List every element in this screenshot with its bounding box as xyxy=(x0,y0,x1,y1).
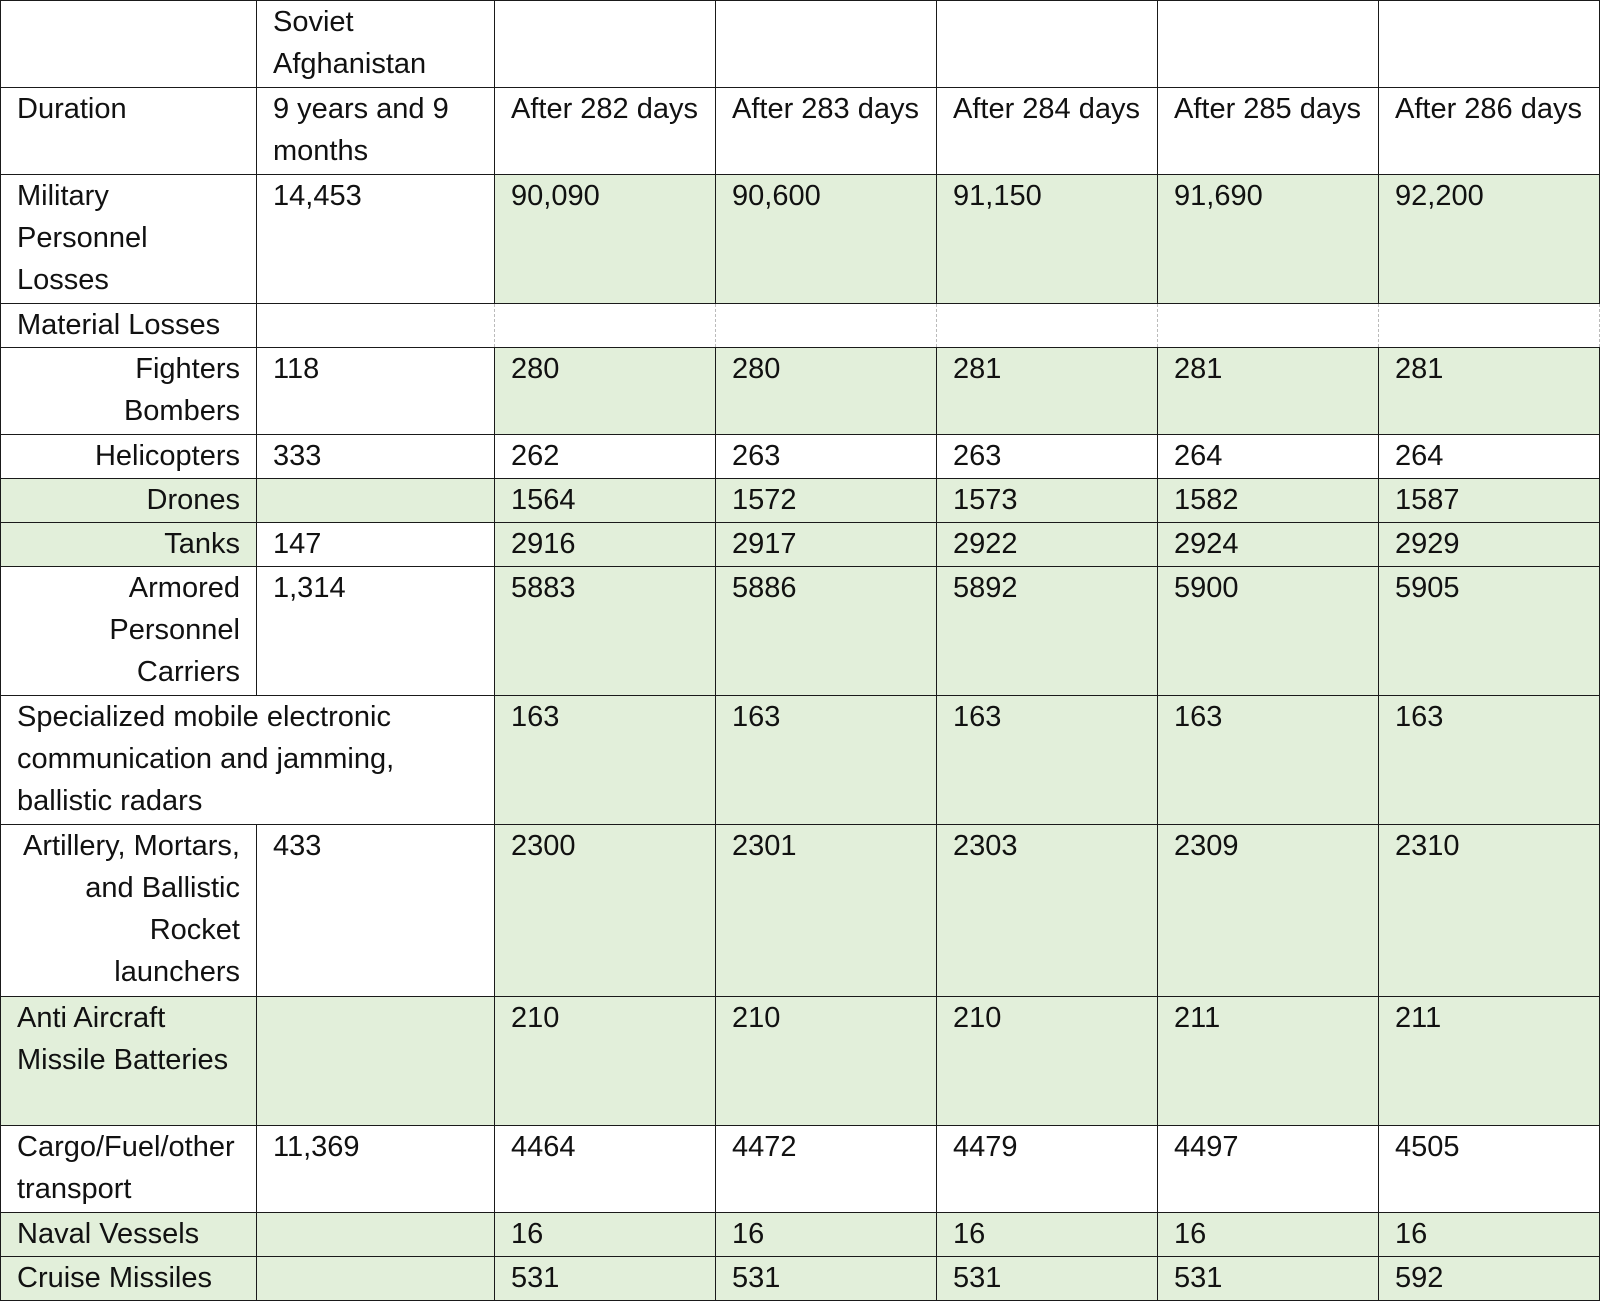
value-cell: 1573 xyxy=(937,479,1158,523)
row-label: Fighters Bombers xyxy=(1,348,257,435)
value-cell: 2922 xyxy=(937,523,1158,567)
column-header: After 283 days xyxy=(716,88,937,175)
value-cell: 5900 xyxy=(1158,567,1379,696)
value-cell: 2924 xyxy=(1158,523,1379,567)
value-cell: 5892 xyxy=(937,567,1158,696)
value-cell: 592 xyxy=(1379,1257,1600,1301)
row-label: Cargo/Fuel/other transport xyxy=(1,1126,257,1213)
value-cell: 262 xyxy=(495,435,716,479)
value-cell: 2310 xyxy=(1379,825,1600,997)
value-cell: 211 xyxy=(1158,997,1379,1126)
table-row xyxy=(1,523,1600,567)
table-row xyxy=(1,1126,1600,1213)
header-blank-cell xyxy=(716,1,937,88)
row-label: Cruise Missiles xyxy=(1,1257,257,1301)
value-cell: 163 xyxy=(1158,696,1379,825)
value-cell: 281 xyxy=(1379,348,1600,435)
value-cell: 16 xyxy=(1379,1213,1600,1257)
value-cell: 163 xyxy=(716,696,937,825)
value-cell: 16 xyxy=(1158,1213,1379,1257)
value-cell: 4505 xyxy=(1379,1126,1600,1213)
soviet-cell xyxy=(257,1257,495,1301)
row-label: Helicopters xyxy=(1,435,257,479)
soviet-cell: 147 xyxy=(257,523,495,567)
value-cell: 4497 xyxy=(1158,1126,1379,1213)
column-header: After 285 days xyxy=(1158,88,1379,175)
table-row xyxy=(1,696,1600,825)
value-cell: 281 xyxy=(1158,348,1379,435)
table-row xyxy=(1,1257,1600,1301)
value-cell: 91,150 xyxy=(937,175,1158,304)
value-cell xyxy=(716,304,937,348)
value-cell: 531 xyxy=(716,1257,937,1301)
value-cell: 531 xyxy=(495,1257,716,1301)
value-cell: 90,090 xyxy=(495,175,716,304)
table-row xyxy=(1,304,1600,348)
value-cell: 210 xyxy=(495,997,716,1126)
value-cell: 163 xyxy=(937,696,1158,825)
value-cell: 531 xyxy=(937,1257,1158,1301)
table-row xyxy=(1,567,1600,696)
value-cell: 90,600 xyxy=(716,175,937,304)
value-cell xyxy=(1158,304,1379,348)
value-cell: 2303 xyxy=(937,825,1158,997)
soviet-cell: 118 xyxy=(257,348,495,435)
value-cell: 5883 xyxy=(495,567,716,696)
value-cell: 2301 xyxy=(716,825,937,997)
value-cell: 210 xyxy=(937,997,1158,1126)
row-label: Military Personnel Losses xyxy=(1,175,257,304)
value-cell: 210 xyxy=(716,997,937,1126)
header-blank-cell xyxy=(1,1,257,88)
table-row xyxy=(1,825,1600,997)
soviet-cell xyxy=(257,1213,495,1257)
value-cell: 1572 xyxy=(716,479,937,523)
table-row xyxy=(1,1213,1600,1257)
header-blank-cell xyxy=(1158,1,1379,88)
soviet-cell: 11,369 xyxy=(257,1126,495,1213)
table-row xyxy=(1,175,1600,304)
value-cell: 91,690 xyxy=(1158,175,1379,304)
row-label: Specialized mobile electronic communication and jamming, ballistic radars xyxy=(1,696,495,825)
value-cell: 5905 xyxy=(1379,567,1600,696)
value-cell: 1587 xyxy=(1379,479,1600,523)
value-cell: 16 xyxy=(495,1213,716,1257)
value-cell xyxy=(1379,304,1600,348)
soviet-cell xyxy=(257,479,495,523)
soviet-cell: 14,453 xyxy=(257,175,495,304)
soviet-cell: 9 years and 9 months xyxy=(257,88,495,175)
header-soviet-afghanistan: Soviet Afghanistan xyxy=(257,1,495,88)
row-label: Artillery, Mortars, and Ballistic Rocket launchers xyxy=(1,825,257,997)
value-cell: 2916 xyxy=(495,523,716,567)
table-row xyxy=(1,479,1600,523)
row-label: Armored Personnel Carriers xyxy=(1,567,257,696)
value-cell: 2300 xyxy=(495,825,716,997)
row-label: Drones xyxy=(1,479,257,523)
row-label: Naval Vessels xyxy=(1,1213,257,1257)
column-header: After 284 days xyxy=(937,88,1158,175)
soviet-cell: 433 xyxy=(257,825,495,997)
row-label: Material Losses xyxy=(1,304,257,348)
value-cell: 531 xyxy=(1158,1257,1379,1301)
value-cell: 263 xyxy=(716,435,937,479)
value-cell: 2309 xyxy=(1158,825,1379,997)
header-row-top xyxy=(1,1,1600,88)
value-cell: 281 xyxy=(937,348,1158,435)
header-row-duration xyxy=(1,88,1600,175)
soviet-cell xyxy=(257,304,495,348)
value-cell: 280 xyxy=(495,348,716,435)
table-row xyxy=(1,997,1600,1126)
row-label: Duration xyxy=(1,88,257,175)
value-cell: 263 xyxy=(937,435,1158,479)
value-cell: 1564 xyxy=(495,479,716,523)
value-cell: 264 xyxy=(1158,435,1379,479)
soviet-cell: 333 xyxy=(257,435,495,479)
row-label: Anti Aircraft Missile Batteries xyxy=(1,997,257,1126)
soviet-cell xyxy=(257,997,495,1126)
header-blank-cell xyxy=(1379,1,1600,88)
value-cell: 2929 xyxy=(1379,523,1600,567)
column-header: After 282 days xyxy=(495,88,716,175)
value-cell: 4464 xyxy=(495,1126,716,1213)
value-cell: 211 xyxy=(1379,997,1600,1126)
header-blank-cell xyxy=(495,1,716,88)
value-cell: 5886 xyxy=(716,567,937,696)
value-cell: 4472 xyxy=(716,1126,937,1213)
table-row xyxy=(1,435,1600,479)
column-header: After 286 days xyxy=(1379,88,1600,175)
value-cell: 2917 xyxy=(716,523,937,567)
value-cell: 280 xyxy=(716,348,937,435)
value-cell: 264 xyxy=(1379,435,1600,479)
value-cell xyxy=(937,304,1158,348)
value-cell: 4479 xyxy=(937,1126,1158,1213)
value-cell xyxy=(495,304,716,348)
value-cell: 16 xyxy=(937,1213,1158,1257)
value-cell: 16 xyxy=(716,1213,937,1257)
header-blank-cell xyxy=(937,1,1158,88)
value-cell: 92,200 xyxy=(1379,175,1600,304)
value-cell: 1582 xyxy=(1158,479,1379,523)
value-cell: 163 xyxy=(1379,696,1600,825)
value-cell: 163 xyxy=(495,696,716,825)
row-label: Tanks xyxy=(1,523,257,567)
table-row xyxy=(1,348,1600,435)
soviet-cell: 1,314 xyxy=(257,567,495,696)
